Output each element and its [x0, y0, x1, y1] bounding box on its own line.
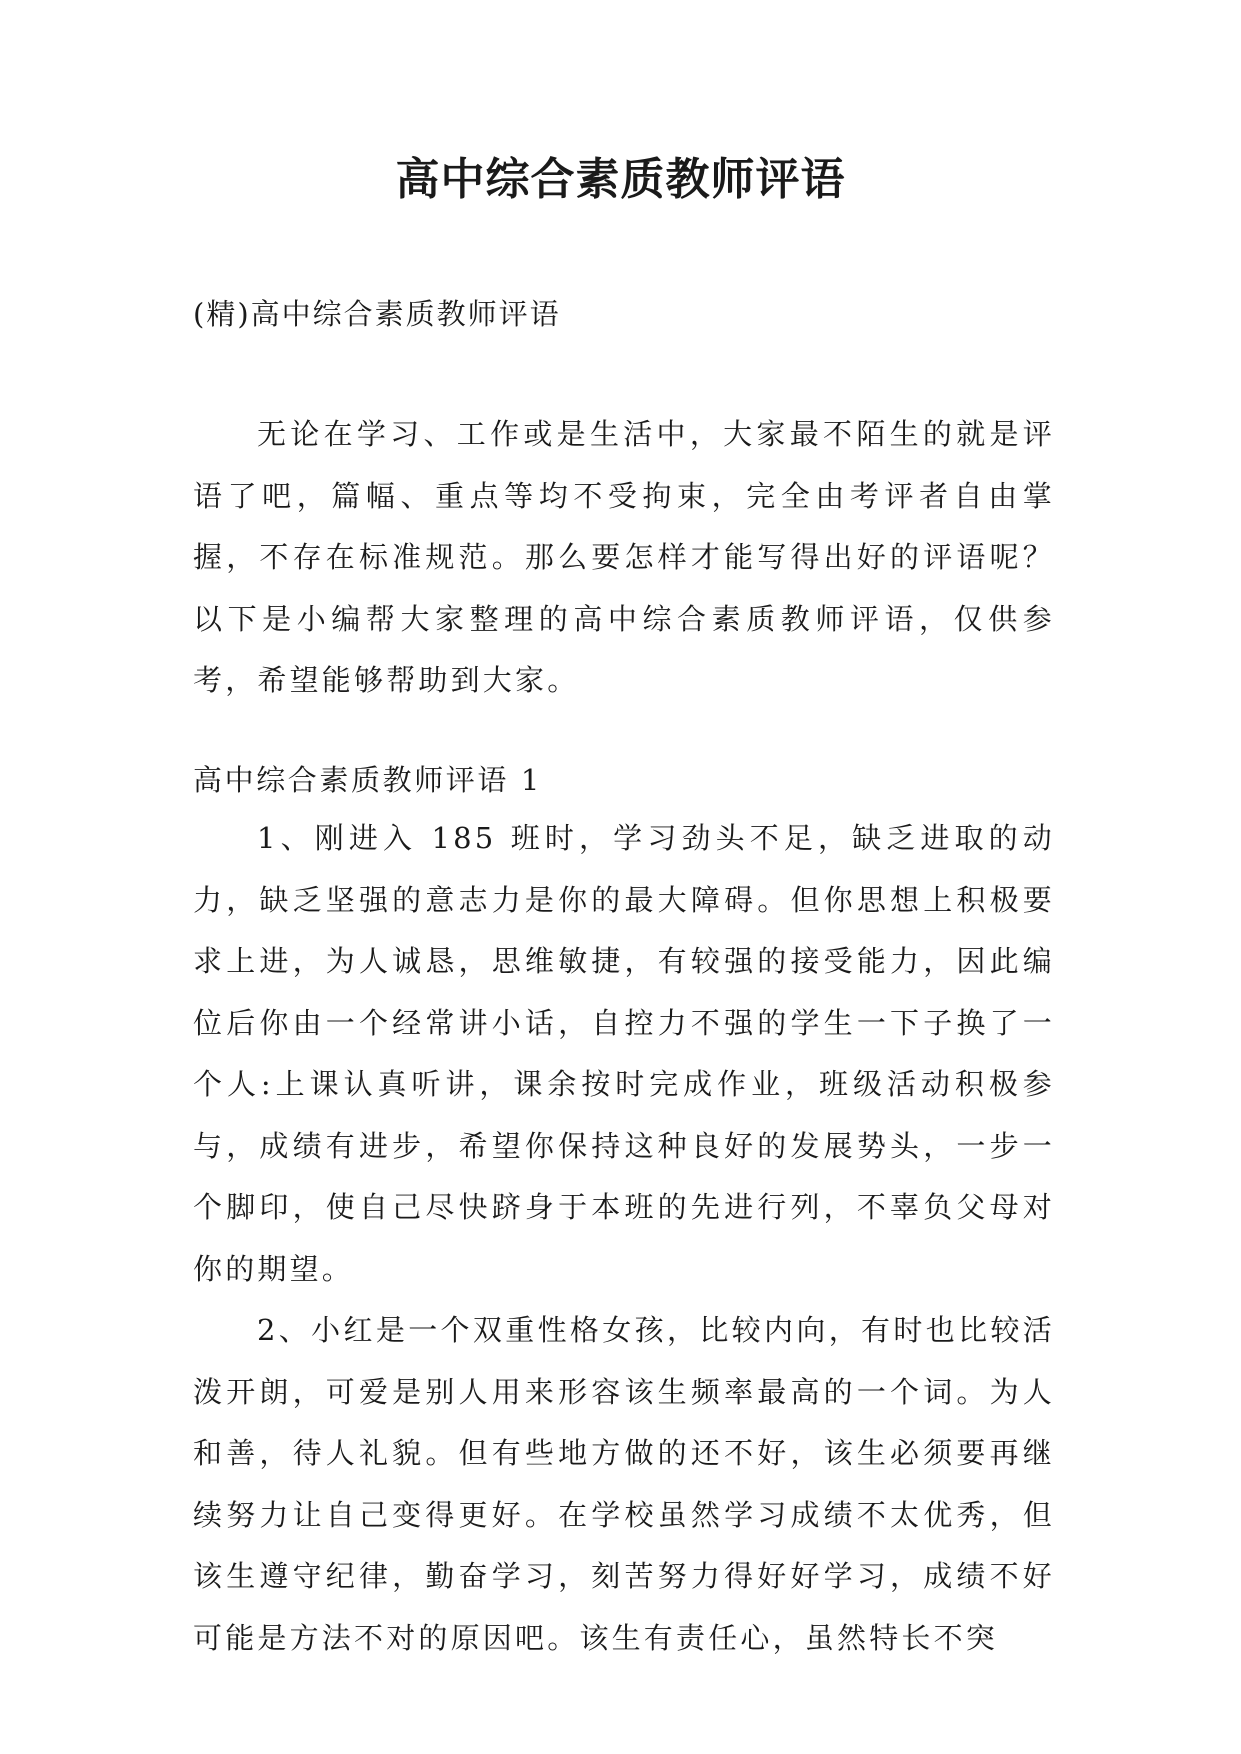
intro-paragraph: 无论在学习、工作或是生活中，大家最不陌生的就是评语了吧，篇幅、重点等均不受拘束，完全由考评者自由掌握，不存在标准规范。那么要怎样才能写得出好的评语呢？以下是小编帮大家整理的高中综合素质教师评语，仅供参考，希望能够帮助到大家。 [193, 417, 1055, 697]
document-title: 高中综合素质教师评语 [395, 154, 846, 205]
comment-paragraph-1: 1、刚进入 185 班时，学习劲头不足，缺乏进取的动力，缺乏坚强的意志力是你的最大障碍。但你思想上积极要求上进，为人诚恳，思维敏捷，有较强的接受能力，因此编位后你由一个经常讲小话，自控力不强的学生一下子换了一个人:上课认真听讲，课余按时完成作业，班级活动积极参与，成绩有进步，希望你保持这种良好的发展势头，一步一个脚印，使自己尽快跻身于本班的先进行列，不辜负父母对你的期望。 [193, 821, 1055, 1286]
comment-paragraph-2: 2、小红是一个双重性格女孩，比较内向，有时也比较活泼开朗，可爱是别人用来形容该生频率最高的一个词。为人和善，待人礼貌。但有些地方做的还不好，该生必须要再继续努力让自己变得更好。在学校虽然学习成绩不太优秀，但该生遵守纪律，勤奋学习，刻苦努力得好好学习，成绩不好可能是方法不对的原因吧。该生有责任心，虽然特长不突 [193, 1313, 1055, 1655]
comment-list [193, 808, 1055, 1669]
document-subtitle: (精)高中综合素质教师评语 [193, 297, 561, 331]
section-heading: 高中综合素质教师评语 1 [193, 763, 542, 797]
